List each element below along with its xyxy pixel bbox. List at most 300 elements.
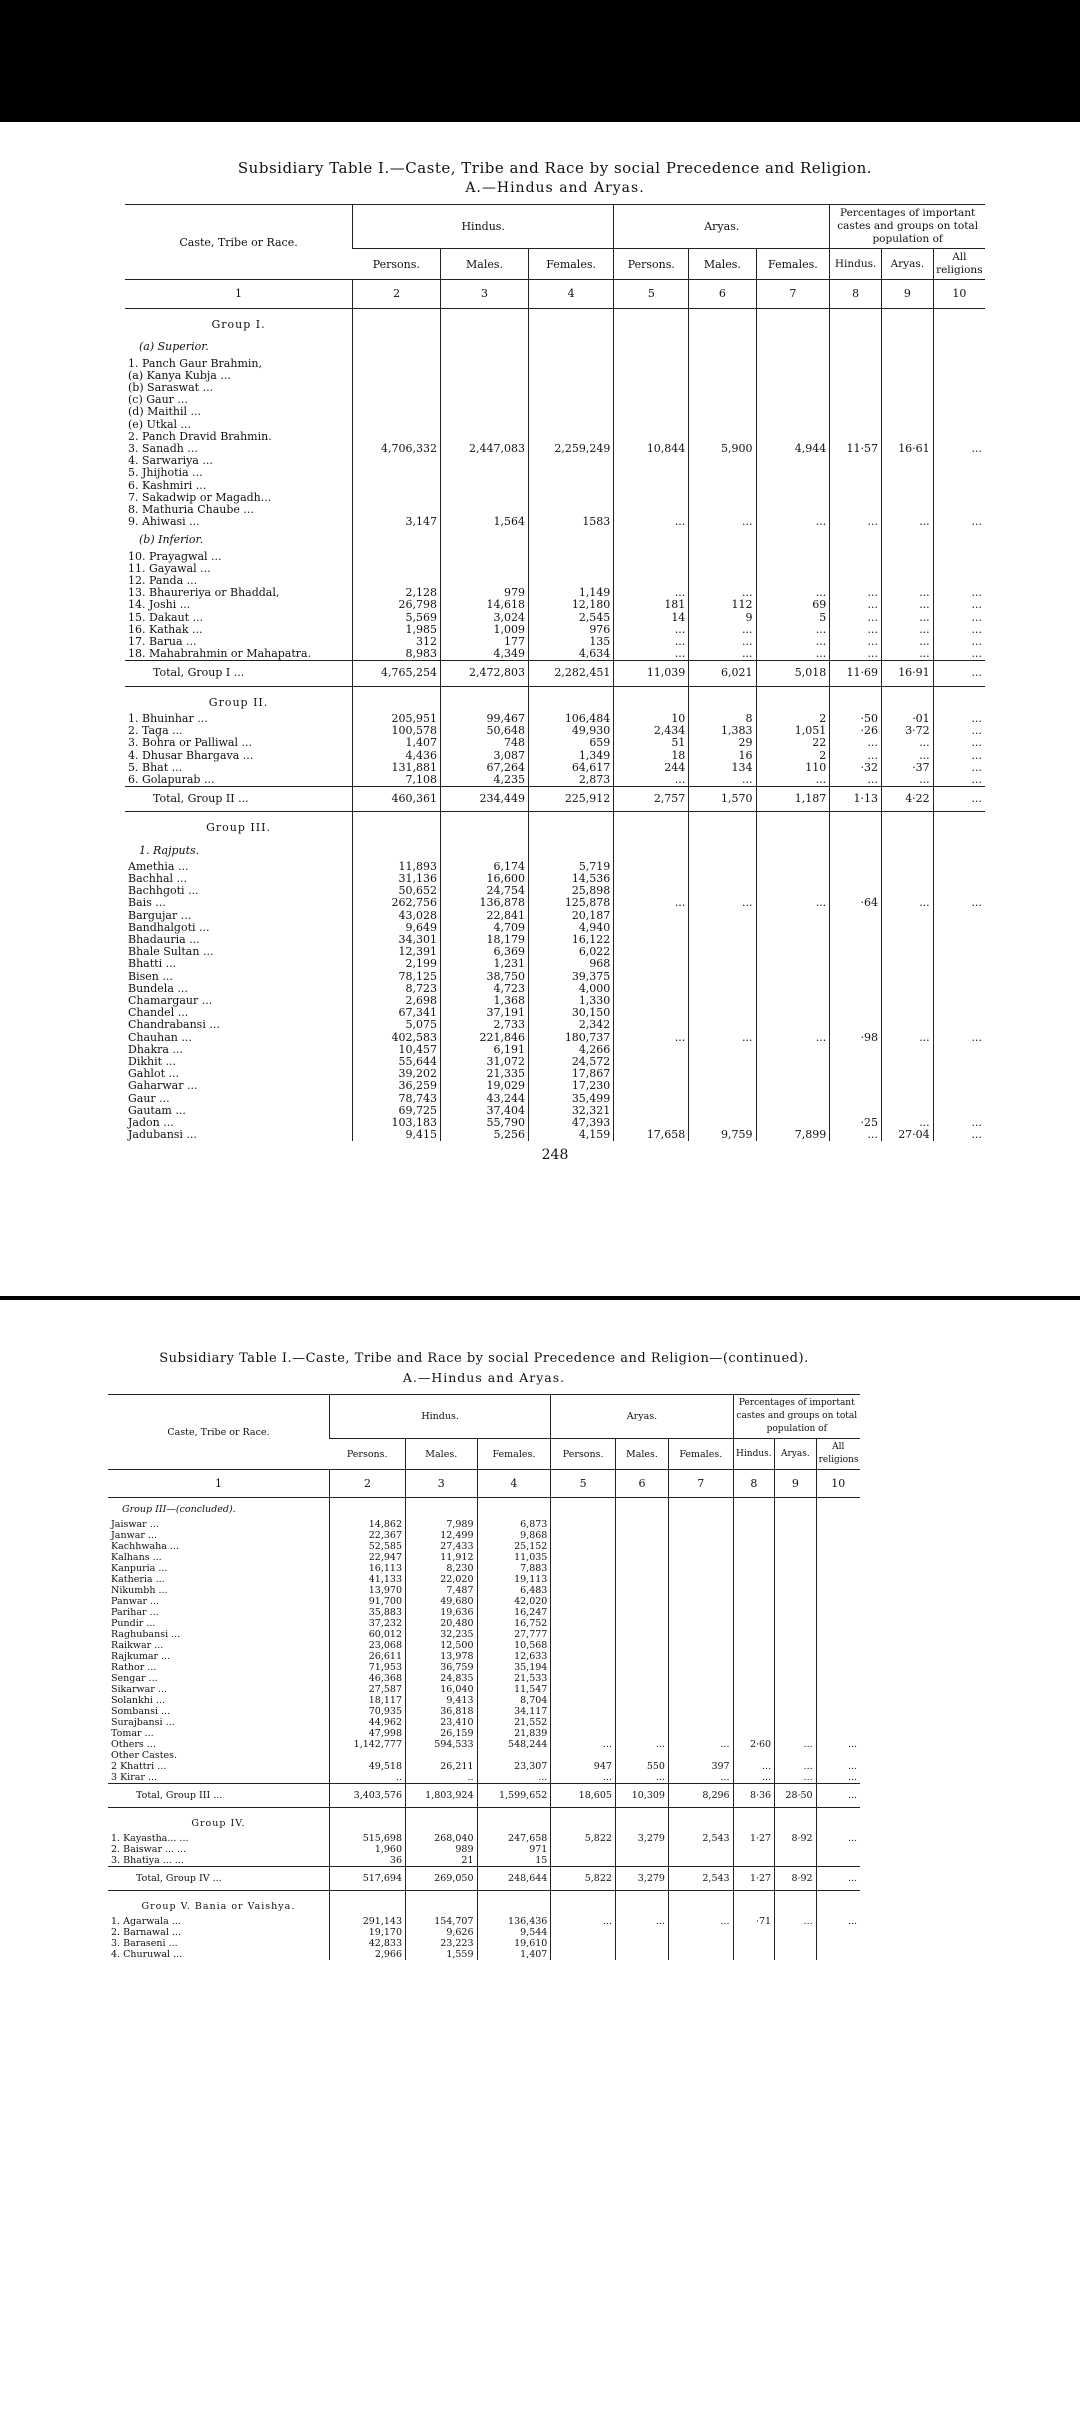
cell-value: [615, 1927, 668, 1938]
cell-value: 11,039: [614, 661, 689, 686]
empty-cell: [528, 528, 613, 550]
cell-value: [756, 934, 830, 946]
cell-value: ...: [816, 1772, 860, 1784]
empty-cell: [881, 335, 933, 357]
header-pct-hindus: Hindus.: [733, 1439, 775, 1470]
cell-value: [615, 1541, 668, 1552]
cell-value: 11·69: [830, 661, 882, 686]
cell-value: [614, 394, 689, 406]
cell-value: [668, 1662, 733, 1673]
cell-value: [881, 467, 933, 479]
cell-value: [614, 563, 689, 575]
cell-value: [933, 1019, 985, 1031]
row-label: Jaiswar ...: [111, 1519, 159, 1530]
cell-value: [881, 504, 933, 516]
cell-value: 9,626: [406, 1927, 478, 1938]
cell-value: [353, 358, 441, 370]
cell-value: 112: [689, 599, 756, 611]
cell-value: 39,202: [353, 1068, 441, 1080]
cell-value: 205,951: [353, 713, 441, 725]
cell-value: [551, 1618, 616, 1629]
cell-value: ...: [881, 516, 933, 528]
cell-value: [733, 1596, 775, 1607]
cell-value: 4,436: [353, 750, 441, 762]
cell-value: ...: [933, 587, 985, 599]
row-label: Bundela ...: [128, 982, 188, 995]
cell-value: 2: [756, 713, 830, 725]
empty-cell: [329, 1891, 405, 1917]
subgroup-heading: 1. Rajputs.: [139, 843, 200, 857]
cell-value: ...: [816, 1867, 860, 1891]
column-number: 9: [775, 1470, 817, 1498]
cell-value: ...: [881, 897, 933, 909]
cell-value: [933, 971, 985, 983]
cell-value: [881, 419, 933, 431]
cell-value: 27,433: [406, 1541, 478, 1552]
cell-value: [441, 492, 529, 504]
cell-value: [689, 1056, 756, 1068]
cell-value: [756, 394, 830, 406]
cell-value: [756, 563, 830, 575]
empty-cell: [614, 335, 689, 357]
cell-value: 21,533: [477, 1673, 551, 1684]
cell-value: [830, 983, 882, 995]
row-label: Bhale Sultan ...: [128, 946, 214, 959]
table-row: [125, 467, 985, 479]
cell-value: [615, 1618, 668, 1629]
cell-value: 1,599,652: [477, 1784, 551, 1808]
table-row: [125, 737, 985, 749]
cell-value: [756, 480, 830, 492]
cell-value: [933, 910, 985, 922]
empty-cell: [329, 1808, 405, 1834]
cell-value: [816, 1662, 860, 1673]
cell-value: ...: [933, 624, 985, 636]
cell-value: ...: [933, 787, 985, 812]
cell-value: [551, 1750, 616, 1761]
cell-value: [775, 1585, 817, 1596]
row-label: 16. Kathak ...: [128, 623, 203, 636]
cell-value: 8·92: [775, 1867, 817, 1891]
row-label: 7. Sakadwip or Magadh...: [128, 491, 272, 504]
cell-value: [477, 1750, 551, 1761]
header-pct-aryas: Aryas.: [775, 1439, 817, 1470]
cell-value: [775, 1949, 817, 1960]
cell-value: [614, 1080, 689, 1092]
cell-value: 11,893: [353, 861, 441, 873]
table-row: [125, 431, 985, 443]
cell-value: [775, 1717, 817, 1728]
cell-value: [756, 1105, 830, 1117]
cell-value: 47,393: [528, 1117, 613, 1129]
cell-value: [668, 1541, 733, 1552]
cell-value: 9,413: [406, 1695, 478, 1706]
cell-value: 32,321: [528, 1105, 613, 1117]
cell-value: 7,487: [406, 1585, 478, 1596]
cell-value: 4·22: [881, 787, 933, 812]
cell-value: [933, 492, 985, 504]
table-row: [108, 1530, 860, 1541]
subgroup-heading-row: [108, 1498, 860, 1520]
table-row: [108, 1833, 860, 1844]
cell-value: [441, 382, 529, 394]
table-row: [125, 492, 985, 504]
cell-value: [933, 1056, 985, 1068]
cell-value: [353, 492, 441, 504]
cell-value: ...: [615, 1772, 668, 1784]
column-number: 7: [668, 1470, 733, 1498]
cell-value: [756, 1019, 830, 1031]
cell-value: [614, 885, 689, 897]
row-label: 1. Agarwala ...: [111, 1916, 181, 1927]
cell-value: [614, 455, 689, 467]
cell-value: [668, 1563, 733, 1574]
cell-value: 12,180: [528, 599, 613, 611]
empty-cell: [477, 1498, 551, 1520]
cell-value: 2·60: [733, 1739, 775, 1750]
row-label: Gaharwar ...: [128, 1080, 198, 1093]
row-label: Parihar ...: [111, 1607, 159, 1618]
cell-value: ...: [933, 648, 985, 661]
cell-value: [881, 1105, 933, 1117]
cell-value: [689, 406, 756, 418]
cell-value: [816, 1673, 860, 1684]
cell-value: ...: [756, 1032, 830, 1044]
row-label: Kalhans ...: [111, 1552, 162, 1563]
cell-value: 3,087: [441, 750, 529, 762]
row-label: Chandel ...: [128, 1007, 189, 1020]
cell-value: [441, 551, 529, 563]
table-row: [125, 971, 985, 983]
table-row: [125, 1129, 985, 1141]
cell-value: [775, 1596, 817, 1607]
cell-value: 49,518: [329, 1761, 405, 1772]
table-row: [125, 612, 985, 624]
page-2-subtitle: A.—Hindus and Aryas.: [402, 1370, 566, 1385]
cell-value: 1,009: [441, 624, 529, 636]
cell-value: [775, 1750, 817, 1761]
cell-value: [830, 370, 882, 382]
cell-value: ...: [775, 1739, 817, 1750]
cell-value: 110: [756, 762, 830, 774]
empty-cell: [528, 812, 613, 839]
table-row: [125, 1080, 985, 1092]
cell-value: [775, 1519, 817, 1530]
cell-value: [689, 934, 756, 946]
cell-value: 1,368: [441, 995, 529, 1007]
empty-cell: [816, 1808, 860, 1834]
empty-cell: [933, 309, 985, 336]
empty-cell: [733, 1891, 775, 1917]
cell-value: ...: [756, 648, 830, 661]
cell-value: 37,191: [441, 1007, 529, 1019]
cell-value: [528, 551, 613, 563]
cell-value: 2,966: [329, 1949, 405, 1960]
page-1-table: [125, 204, 985, 1141]
cell-value: ...: [830, 1129, 882, 1141]
cell-value: ...: [830, 648, 882, 661]
cell-value: [689, 480, 756, 492]
cell-value: [615, 1607, 668, 1618]
cell-value: 22,020: [406, 1574, 478, 1585]
empty-cell: [881, 839, 933, 861]
table-row: [108, 1772, 860, 1784]
cell-value: 1·13: [830, 787, 882, 812]
row-label: 3 Kirar ...: [111, 1772, 158, 1783]
cell-value: 5,900: [689, 443, 756, 455]
cell-value: [551, 1574, 616, 1585]
row-label: Rajkumar ...: [111, 1651, 171, 1662]
empty-cell: [689, 335, 756, 357]
cell-value: [830, 358, 882, 370]
cell-value: [528, 419, 613, 431]
cell-value: [668, 1927, 733, 1938]
cell-value: [933, 1080, 985, 1092]
empty-cell: [933, 686, 985, 713]
cell-value: [528, 358, 613, 370]
row-label: Bargujar ...: [128, 909, 192, 922]
cell-value: [614, 946, 689, 958]
cell-value: [733, 1695, 775, 1706]
cell-value: 41,133: [329, 1574, 405, 1585]
cell-value: [668, 1640, 733, 1651]
cell-value: 1,570: [689, 787, 756, 812]
cell-value: [881, 983, 933, 995]
cell-value: [830, 1019, 882, 1031]
cell-value: [353, 455, 441, 467]
cell-value: [830, 551, 882, 563]
cell-value: [881, 551, 933, 563]
cell-value: [733, 1728, 775, 1739]
table-row: [125, 443, 985, 455]
cell-value: ...: [733, 1772, 775, 1784]
empty-cell: [615, 1498, 668, 1520]
cell-value: [933, 1093, 985, 1105]
cell-value: 78,125: [353, 971, 441, 983]
cell-value: [733, 1530, 775, 1541]
cell-value: 247,658: [477, 1833, 551, 1844]
cell-value: 23,068: [329, 1640, 405, 1651]
empty-cell: [933, 335, 985, 357]
cell-value: 221,846: [441, 1032, 529, 1044]
cell-value: [353, 382, 441, 394]
cell-value: [615, 1706, 668, 1717]
row-label: 2. Taga ...: [128, 725, 183, 738]
cell-value: [830, 492, 882, 504]
empty-cell: [733, 1498, 775, 1520]
cell-value: [933, 1044, 985, 1056]
cell-value: [614, 1093, 689, 1105]
cell-value: 2,342: [528, 1019, 613, 1031]
cell-value: [441, 358, 529, 370]
table-row: [125, 575, 985, 587]
cell-value: [353, 394, 441, 406]
column-number: 4: [477, 1470, 551, 1498]
cell-value: ...: [614, 774, 689, 787]
cell-value: 1,407: [353, 737, 441, 749]
empty-cell: [528, 309, 613, 336]
cell-value: [614, 995, 689, 1007]
cell-value: [551, 1927, 616, 1938]
table-row: [108, 1640, 860, 1651]
cell-value: 3,279: [615, 1833, 668, 1844]
cell-value: [689, 358, 756, 370]
table-row: [125, 861, 985, 873]
cell-value: 4,159: [528, 1129, 613, 1141]
empty-cell: [353, 839, 441, 861]
cell-value: [881, 455, 933, 467]
cell-value: 67,264: [441, 762, 529, 774]
cell-value: 103,183: [353, 1117, 441, 1129]
cell-value: 8·92: [775, 1833, 817, 1844]
cell-value: [551, 1541, 616, 1552]
cell-value: 12,499: [406, 1530, 478, 1541]
cell-value: 7,108: [353, 774, 441, 787]
subgroup-heading-row: [125, 335, 985, 357]
row-label: 3. Bohra or Palliwal ...: [128, 737, 252, 750]
table-row: [125, 1093, 985, 1105]
cell-value: 460,361: [353, 787, 441, 812]
table-row: [108, 1844, 860, 1855]
cell-value: 4,706,332: [353, 443, 441, 455]
row-label: 4. Churuwal ...: [111, 1949, 183, 1960]
empty-cell: [353, 686, 441, 713]
cell-value: 2,757: [614, 787, 689, 812]
cell-value: [441, 455, 529, 467]
cell-value: [881, 406, 933, 418]
table-row: [125, 958, 985, 970]
cell-value: [614, 467, 689, 479]
table-row: [125, 504, 985, 516]
row-label: Bachhal ...: [128, 872, 188, 885]
cell-value: ...: [816, 1784, 860, 1808]
cell-value: [353, 370, 441, 382]
table-row: [108, 1949, 860, 1960]
subgroup-heading: (a) Superior.: [139, 340, 209, 354]
column-number: 8: [830, 280, 882, 309]
column-number: 1: [125, 280, 353, 309]
empty-cell: [551, 1498, 616, 1520]
empty-cell: [477, 1808, 551, 1834]
cell-value: [551, 1530, 616, 1541]
cell-value: 225,912: [528, 787, 613, 812]
cell-value: 71,953: [329, 1662, 405, 1673]
cell-value: 29: [689, 737, 756, 749]
table-row: [125, 910, 985, 922]
header-pct-all: All religions: [933, 249, 985, 280]
table-row: [125, 370, 985, 382]
cell-value: ...: [933, 1117, 985, 1129]
cell-value: [689, 1007, 756, 1019]
cell-value: ...: [689, 636, 756, 648]
cell-value: [329, 1750, 405, 1761]
empty-cell: [614, 686, 689, 713]
cell-value: ...: [881, 1032, 933, 1044]
cell-value: 11·57: [830, 443, 882, 455]
row-label: Katheria ...: [111, 1574, 165, 1585]
cell-value: [775, 1640, 817, 1651]
cell-value: 8·36: [733, 1784, 775, 1808]
table-row: [125, 897, 985, 909]
cell-value: [528, 467, 613, 479]
cell-value: [775, 1684, 817, 1695]
cell-value: 5,256: [441, 1129, 529, 1141]
row-label: 4. Sarwariya ...: [128, 455, 213, 468]
cell-value: [614, 958, 689, 970]
cell-value: ...: [689, 587, 756, 599]
row-label: 12. Panda ...: [128, 575, 198, 588]
cell-value: ·64: [830, 897, 882, 909]
cell-value: [689, 1117, 756, 1129]
cell-value: 23,223: [406, 1938, 478, 1949]
cell-value: [689, 563, 756, 575]
cell-value: ...: [933, 1129, 985, 1141]
cell-value: [528, 563, 613, 575]
cell-value: [614, 480, 689, 492]
row-label: Bisen ...: [128, 970, 173, 983]
row-label: Nikumbh ...: [111, 1585, 168, 1596]
cell-value: [551, 1844, 616, 1855]
cell-value: [816, 1629, 860, 1640]
cell-value: [551, 1552, 616, 1563]
cell-value: [881, 1093, 933, 1105]
cell-value: [733, 1585, 775, 1596]
cell-value: [551, 1695, 616, 1706]
cell-value: ...: [689, 516, 756, 528]
empty-cell: [689, 812, 756, 839]
cell-value: [551, 1673, 616, 1684]
page-2-table-body: [108, 1470, 860, 1961]
cell-value: [528, 382, 613, 394]
cell-value: 1,559: [406, 1949, 478, 1960]
row-label: 5. Bhat ...: [128, 761, 183, 774]
cell-value: [441, 467, 529, 479]
table-row: [125, 1068, 985, 1080]
cell-value: [614, 922, 689, 934]
cell-value: [816, 1717, 860, 1728]
cell-value: 10,457: [353, 1044, 441, 1056]
cell-value: 43,244: [441, 1093, 529, 1105]
table-row: [108, 1563, 860, 1574]
cell-value: 23,410: [406, 1717, 478, 1728]
cell-value: [775, 1618, 817, 1629]
cell-value: [551, 1717, 616, 1728]
empty-cell: [441, 839, 529, 861]
empty-cell: [615, 1808, 668, 1834]
cell-value: 12,500: [406, 1640, 478, 1651]
row-label: Total, Group I ...: [125, 661, 353, 686]
table-row: [108, 1855, 860, 1867]
cell-value: 27·04: [881, 1129, 933, 1141]
cell-value: ...: [881, 624, 933, 636]
cell-value: [830, 1068, 882, 1080]
cell-value: [733, 1651, 775, 1662]
cell-value: 14,862: [329, 1519, 405, 1530]
cell-value: 5,822: [551, 1867, 616, 1891]
empty-cell: [329, 1498, 405, 1520]
empty-cell: [668, 1891, 733, 1917]
row-label: 11. Gayawal ...: [128, 562, 211, 575]
cell-value: [614, 983, 689, 995]
cell-value: 34,301: [353, 934, 441, 946]
empty-cell: [830, 812, 882, 839]
cell-value: 51: [614, 737, 689, 749]
table-row: [108, 1629, 860, 1640]
table-row: [125, 1105, 985, 1117]
cell-value: 979: [441, 587, 529, 599]
cell-value: [733, 1519, 775, 1530]
cell-value: ...: [830, 624, 882, 636]
